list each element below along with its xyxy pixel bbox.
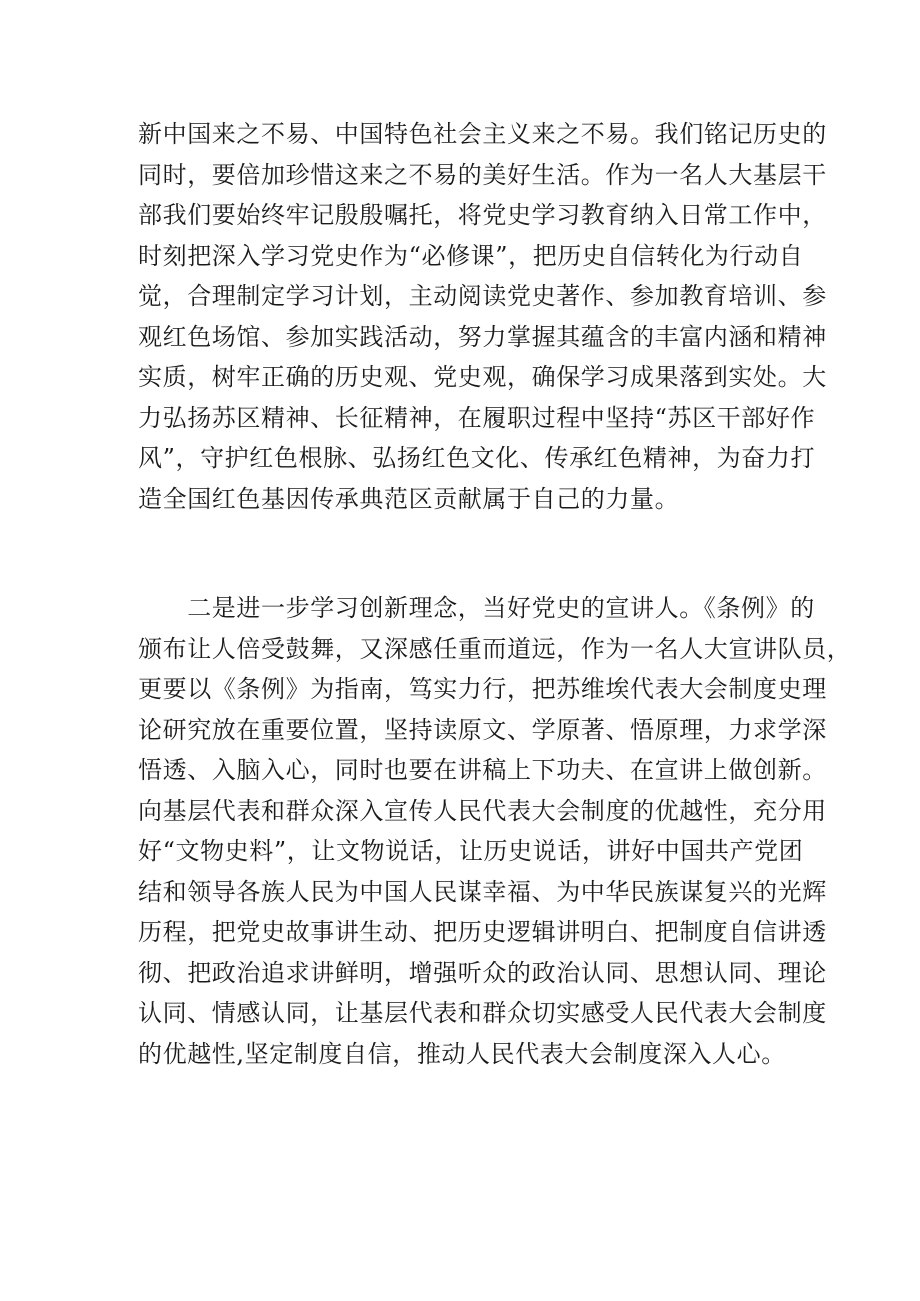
paragraph-line: 历程，把党史故事讲生动、把历史逻辑讲明白、把制度自信讲透 (138, 918, 827, 946)
paragraph-line: 结和领导各族人民为中国人民谋幸福、为中华民族谋复兴的光辉 (138, 877, 827, 906)
paragraph-line: 好“文物史料”，让文物说话，让历史说话，讲好中国共产党团 (138, 837, 804, 865)
paragraph-line: 时刻把深入学习党史作为“必修课”，把历史自信转化为行动自 (138, 241, 804, 270)
paragraph-line: 力弘扬苏区精神、长征精神，在履职过程中坚持“苏区干部好作 (138, 403, 816, 432)
paragraph-line: 颁布让人倍受鼓舞，又深感任重而道远，作为一名人大宣讲队员， (138, 634, 852, 663)
paragraph-line: 更要以《条例》为指南，笃实力行，把苏维埃代表大会制度史理 (138, 675, 827, 703)
paragraph-1 (138, 114, 827, 519)
paragraph-line: 的优越性,坚定制度自信，推动人民代表大会制度深入人心。 (138, 1039, 786, 1068)
paragraph-line: 悟透、入脑入心，同时也要在讲稿上下功夫、在宣讲上做创新。 (138, 756, 827, 784)
paragraph-line: 实质，树牢正确的历史观、党史观，确保学习成果落到实处。大 (138, 363, 827, 391)
paragraph-line: 觉，合理制定学习计划，主动阅读党史著作、参加教育培训、参 (138, 282, 827, 310)
paragraph-line: 向基层代表和群众深入宣传人民代表大会制度的优越性，充分用 (138, 796, 827, 825)
paragraph-line: 同时，要倍加珍惜这来之不易的美好生活。作为一名人大基层干 (138, 160, 827, 189)
paragraph-line: 二是进一步学习创新理念，当好党史的宣讲人。《条例》的 (138, 594, 815, 622)
paragraph-line: 造全国红色基因传承典范区贡献属于自己的力量。 (138, 484, 680, 513)
paragraph-line: 部我们要始终牢记殷殷嘱托，将党史学习教育纳入日常工作中， (138, 201, 827, 229)
paragraph-line: 风”，守护红色根脉、弘扬红色文化、传承红色精神，为奋力打 (138, 444, 816, 472)
paragraph-line: 认同、情感认同，让基层代表和群众切实感受人民代表大会制度 (138, 999, 827, 1027)
paragraph-line: 新中国来之不易、中国特色社会主义来之不易。我们铭记历史的 (138, 120, 827, 148)
paragraph-line: 彻、把政治追求讲鲜明，增强听众的政治认同、思想认同、理论 (138, 958, 827, 987)
paragraph-line: 论研究放在重要位置，坚持读原文、学原著、悟原理，力求学深 (138, 715, 827, 744)
paragraph-line: 观红色场馆、参加实践活动，努力掌握其蕴含的丰富内涵和精神 (138, 322, 827, 351)
paragraph-2 (138, 588, 852, 1074)
